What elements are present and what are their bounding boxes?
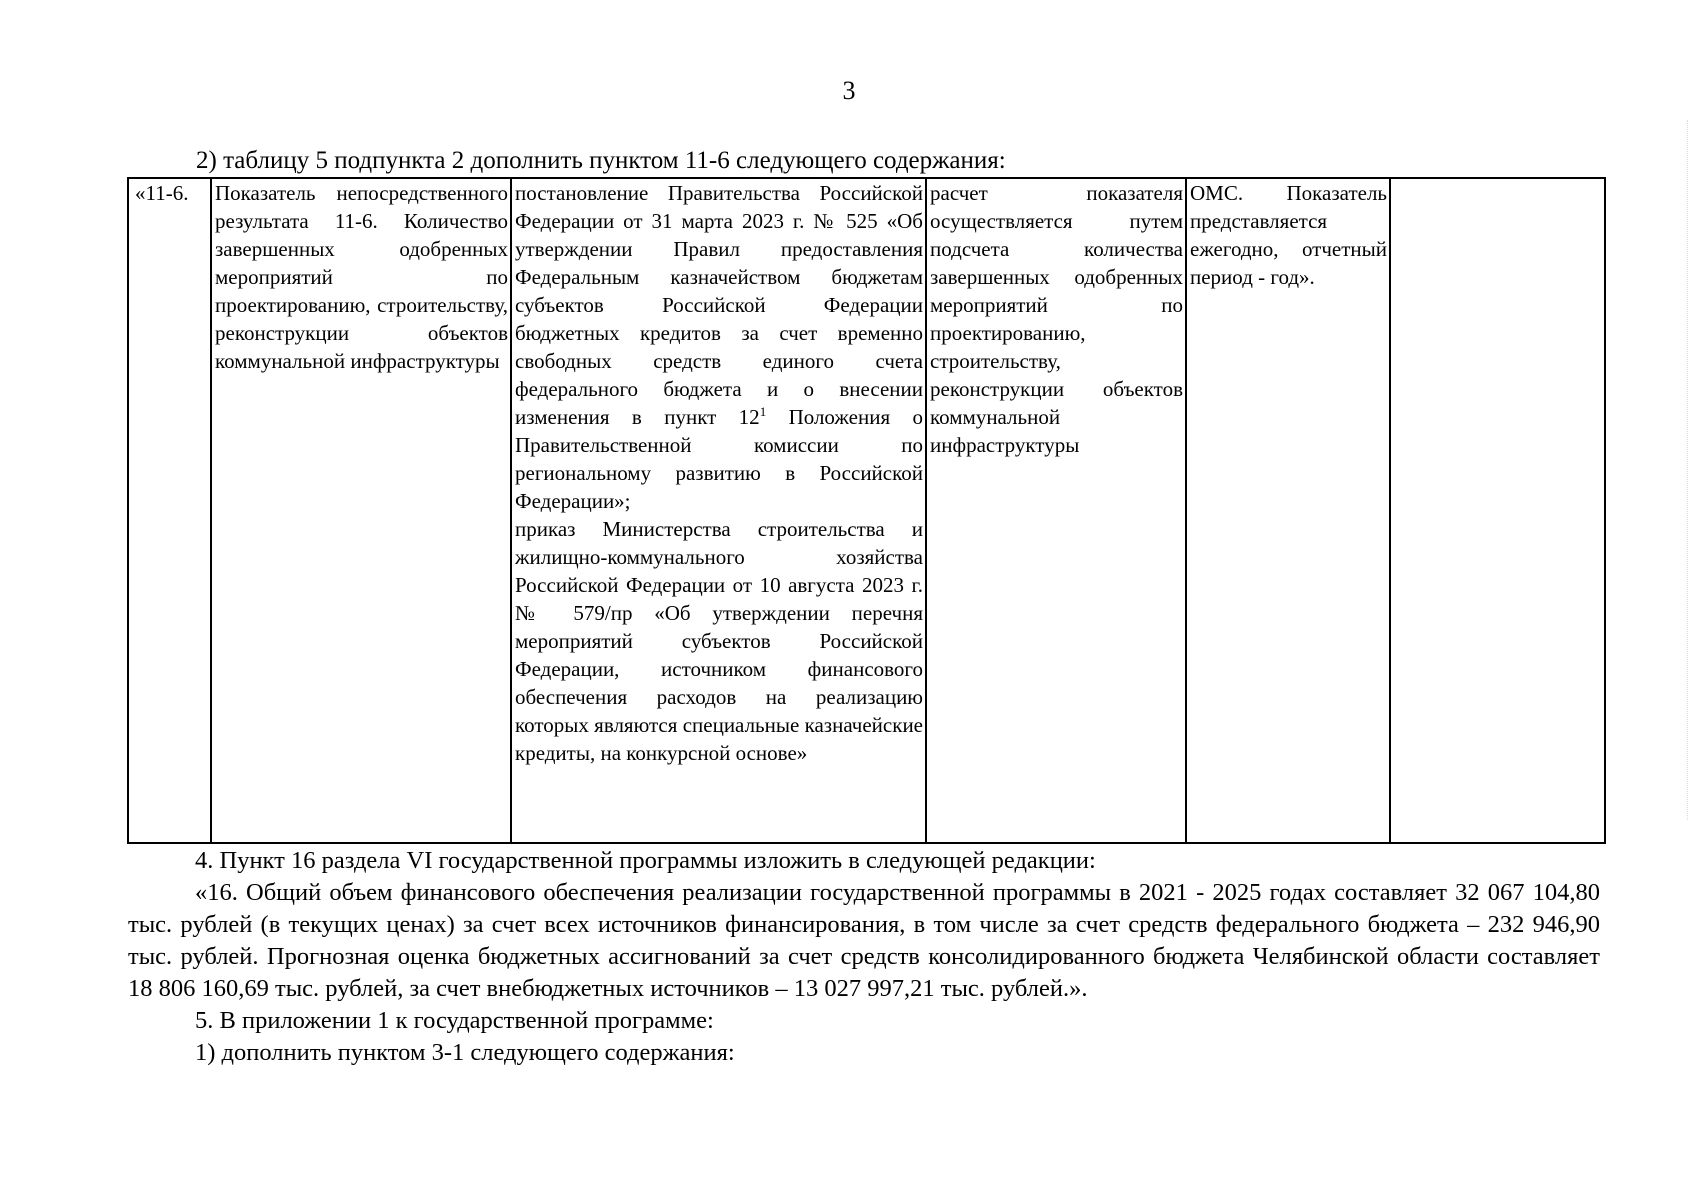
- legal-basis-text: постановление Правительства Российской Федерации от 31 марта 2023 г. № 525 «Об утверждении Правил предоставления Федеральным казначейством бюджетам субъектов Российской Федерации бюджетных кредитов за счет временно свободных средств единого счета федерального бюджета и о внесении изменения в пункт 12: [515, 181, 923, 429]
- cell-data-source: ОМС. Показатель представляется ежегодно, отчетный период - год».: [1186, 178, 1390, 843]
- footnote-superscript: 1: [759, 404, 767, 419]
- legal-basis-text-cont: Положения о Правительственной комиссии по региональному развитию в Российской Федерации»;: [515, 405, 923, 513]
- body-text: [128, 845, 1600, 1069]
- paragraph-16: «16. Общий объем финансового обеспечения реализации государственной программы в 2021 - 2025 годах составляет 32 067 104,80 тыс. рублей (в текущих ценах) за счет всех источников финансирования, в том числе за счет средств федерального бюджета – 232 946,90 тыс. рублей. Прогнозная оценка бюджетных ассигнований за счет средств консолидированного бюджета Челябинской области составляет 18 806 160,69 тыс. рублей, за счет внебюджетных источников – 13 027 997,21 тыс. рублей.».: [128, 879, 1600, 1002]
- intro-line: 2) таблицу 5 подпункта 2 дополнить пунктом 11-6 следующего содержания:: [196, 147, 1006, 174]
- scan-edge-artifact: [1684, 120, 1688, 820]
- page-number: 3: [842, 76, 856, 105]
- table-row: [128, 178, 1605, 843]
- cell-legal-basis: [511, 178, 926, 843]
- paragraph-4: 4. Пункт 16 раздела VI государственной программы изложить в следующей редакции:: [195, 847, 1096, 874]
- indicators-table: [127, 177, 1606, 844]
- cell-calculation-method: расчет показателя осуществляется путем подсчета количества завершенных одобренных мероприятий по проектированию, строительству, реконструкции объектов коммунальной инфраструктуры: [926, 178, 1186, 843]
- legal-basis-order: приказ Министерства строительства и жилищно-коммунального хозяйства Российской Федерации от 10 августа 2023 г. № 579/пр «Об утверждении перечня мероприятий субъектов Российской Федерации, источником финансового обеспечения расходов на реализацию которых являются специальные казначейские кредиты, на конкурсной основе»: [515, 517, 923, 765]
- cell-item-number: «11-6.: [128, 178, 211, 843]
- cell-empty: [1390, 178, 1605, 843]
- paragraph-5: 5. В приложении 1 к государственной программе:: [195, 1007, 714, 1034]
- cell-indicator: Показатель непосредственного результата 11-6. Количество завершенных одобренных мероприятий по проектированию, строительству, реконструкции объектов коммунальной инфраструктуры: [211, 178, 511, 843]
- paragraph-5-1: 1) дополнить пунктом 3-1 следующего содержания:: [195, 1039, 735, 1066]
